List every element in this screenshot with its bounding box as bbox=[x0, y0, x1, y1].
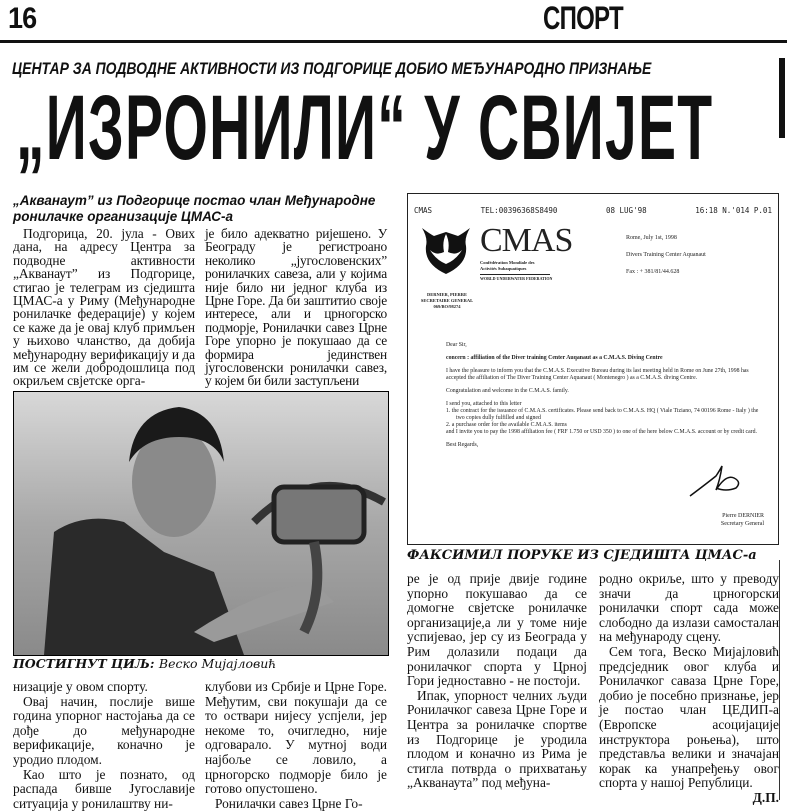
cmas-logo-subtitle-2: WORLD UNDERWATER FEDERATION bbox=[480, 276, 553, 281]
vertical-bar bbox=[779, 58, 785, 138]
paragraph: низације у овом спорту. bbox=[13, 679, 148, 694]
fax-header-tel: TEL:00396368S8490 bbox=[480, 206, 558, 215]
caption-label: ПОСТИГНУТ ЦИЉ: bbox=[13, 656, 155, 671]
fax-number: Fax : + 381/81/44.628 bbox=[626, 269, 680, 275]
paragraph: клубови из Србије и Црне Горе. Међутим, сви покушаји да се то оствари нијесу успјели, јер некоме то, очигледно, није одговарало. У мутној води најбоље се ловило, а црногорско подморје било је готово опустошено. bbox=[205, 679, 387, 797]
paragraph: Подгорица, 20. јула - Ових дана, на адресу Центра за подводне активности „Акванаут” из Подгорице, стигао је телеграм из сједишта ЦМАС-а у Риму (Међународне ронилачке федерације) у којем се каже да је овај клуб примљен у њихово чланство, да добија међународну верификацију и да им се жели добродошлица под окриљем свјетске орга- bbox=[13, 226, 195, 389]
paragraph: Сем тога, Веско Мијајловић предсједник овог клуба и Ронилачког саваза Црне Горе, добио је посебно признање, јер је постао члан ЦЕДИП-а (Европске асоцијације инструктора роњења), што представља велики и значајан корак ка унапређењу овог спорта у нашој Републици. bbox=[599, 643, 779, 791]
fax-caption: ФАКСИМИЛ ПОРУКЕ ИЗ СЈЕДИШТА ЦМАС-а bbox=[407, 548, 757, 563]
headline: „ИЗРОНИЛИ“ У СВИЈЕТ bbox=[16, 77, 714, 179]
signer-block bbox=[721, 512, 764, 528]
section-title: СПОРТ bbox=[543, 0, 623, 36]
article-column-6 bbox=[599, 572, 779, 806]
fax-header-sender: CMAS bbox=[414, 206, 433, 215]
photo-caption bbox=[13, 656, 276, 671]
article-column-5 bbox=[407, 572, 587, 791]
paragraph: родно окриље, што у преводу значи да црногорски ронилачки спорт сада може слободно да излази самосталан на међународу сцену. bbox=[599, 571, 779, 645]
cmas-logo-subtitle: Confédération Mondiale des Activités Subaquatiques bbox=[480, 260, 535, 271]
page-number: 16 bbox=[8, 2, 37, 35]
fax-header-date: 08 LUG'98 bbox=[605, 206, 647, 215]
sender-ref: 069/BO/98274 bbox=[433, 304, 461, 309]
caption-name: Веско Мијајловић bbox=[158, 656, 277, 671]
photo-diver bbox=[13, 391, 389, 656]
paragraph: Ипак, упорност челних људи Ронилачког савеза Црне Горе и Центра за ронилачке спортве из Подгорице је уродила плодом и коначно из Рима је стигла потврда о прихватању „Акванаута” под међуна- bbox=[407, 687, 587, 791]
paragraph: Као што је познато, од распада бивше Југославије ситуација у ронилаштву ни- bbox=[13, 766, 195, 811]
fax-header bbox=[414, 206, 772, 215]
fax-list-item: 1. the contract for the issuance of C.M.A.S. certificates. Please send back to C.M.A.S. HQ ( Viale Tiziano, 74 00196 Rome - Italy ) the two copies dully fulfilled and signed bbox=[446, 408, 759, 421]
paragraph: ре је од прије двије године упорно покушавао да се домогне свјетске ронилачке организације,а ли у томе није успијевао, јер су из Београда у Рим долазили подаци да ронилачког спорта у Црној Гори једноставно - не постоји. bbox=[407, 571, 587, 689]
byline: Д.П. bbox=[752, 789, 779, 805]
cmas-emblem-icon bbox=[418, 224, 474, 276]
column-rule bbox=[779, 560, 780, 800]
article-column-4 bbox=[205, 680, 387, 811]
recipient-block bbox=[626, 230, 706, 281]
fax-paragraph: I have the pleasure to inform you that the C.M.A.S. Executive Bureau during its last meeting held in Rome on June 27th, 1998 has accepted the affiliation of The Diver Training Center Aquanaut ( Montenegro ) as a C.M.A.S. diving Centre. bbox=[446, 368, 749, 381]
fax-header-time: 16:18 N.'014 P.01 bbox=[695, 206, 772, 215]
signer-name: Pierre DERNIER bbox=[722, 513, 764, 519]
article-column-3 bbox=[13, 680, 195, 811]
concern-line: concern : affiliation of the Diver training Center Auqanaut as a C.M.A.S. Diving Centre bbox=[446, 355, 663, 361]
logo-divider bbox=[480, 274, 550, 275]
fax-paragraph: Congratulation and welcome in the C.M.A.S. family. bbox=[446, 388, 569, 394]
diver-photo-image bbox=[14, 392, 388, 655]
article-column-1 bbox=[13, 227, 195, 388]
recipient: Divers Training Center Aquanaut bbox=[626, 252, 706, 258]
fax-facsimile bbox=[407, 193, 779, 545]
kicker: ЦЕНТАР ЗА ПОДВОДНЕ АКТИВНОСТИ ИЗ ПОДГОРИЦЕ ДОБИО МЕЂУНАРОДНО ПРИЗНАЊЕ bbox=[12, 59, 652, 78]
fax-paragraph: I send you, attached to this letter bbox=[446, 401, 522, 407]
signature-icon bbox=[686, 462, 746, 502]
article-column-2 bbox=[205, 227, 387, 388]
fax-paragraph: and I invite you to pay the 1998 affiliation fee ( FRF 1.750 or USD 350 ) to one of the here below C.M.A.S. account or by credit card. bbox=[446, 429, 757, 435]
paragraph: Ронилачки савез Црне Го- bbox=[215, 795, 363, 811]
signer-title: Secretary General bbox=[720, 521, 764, 527]
place-date: Rome, July 1st, 1998 bbox=[626, 235, 677, 241]
subheadline: „Акванаут” из Подгорице постао члан Међународне ронилачке организације ЦМАС-а bbox=[13, 193, 376, 224]
cmas-logo-text: CMAS bbox=[480, 222, 573, 259]
sender-title: SECRETAIRE GENERAL bbox=[420, 298, 474, 303]
paragraph: Овај начин, послије више година упорног настојања да се дође до међународне верификације, коначно је уродио плодом. bbox=[13, 693, 195, 767]
salutation: Dear Sir, bbox=[446, 342, 467, 348]
sender-name: DERNIER, PIERRE bbox=[426, 292, 467, 297]
fax-body bbox=[446, 342, 764, 455]
dive-mask bbox=[274, 487, 364, 542]
fax-list-item: 2. a purchase order for the available C.M.A.S. items bbox=[446, 422, 567, 428]
closing: Best Regards, bbox=[446, 442, 479, 448]
paragraph: је било адекватно ријешено. У Београду је регистроано неколико „југословенских” ронилачких савеза, али у којима није било ни једног клуба из Црне Горе. Да би заштитио своје интересе, али и црногорско подморје, Ронилачки савез Црне Горе упорно је покушаао да се формира јединствен југословенски ронилачки савез, у којем би били заступљени bbox=[205, 226, 387, 389]
sender-block bbox=[416, 292, 478, 310]
header-rule bbox=[0, 40, 787, 43]
